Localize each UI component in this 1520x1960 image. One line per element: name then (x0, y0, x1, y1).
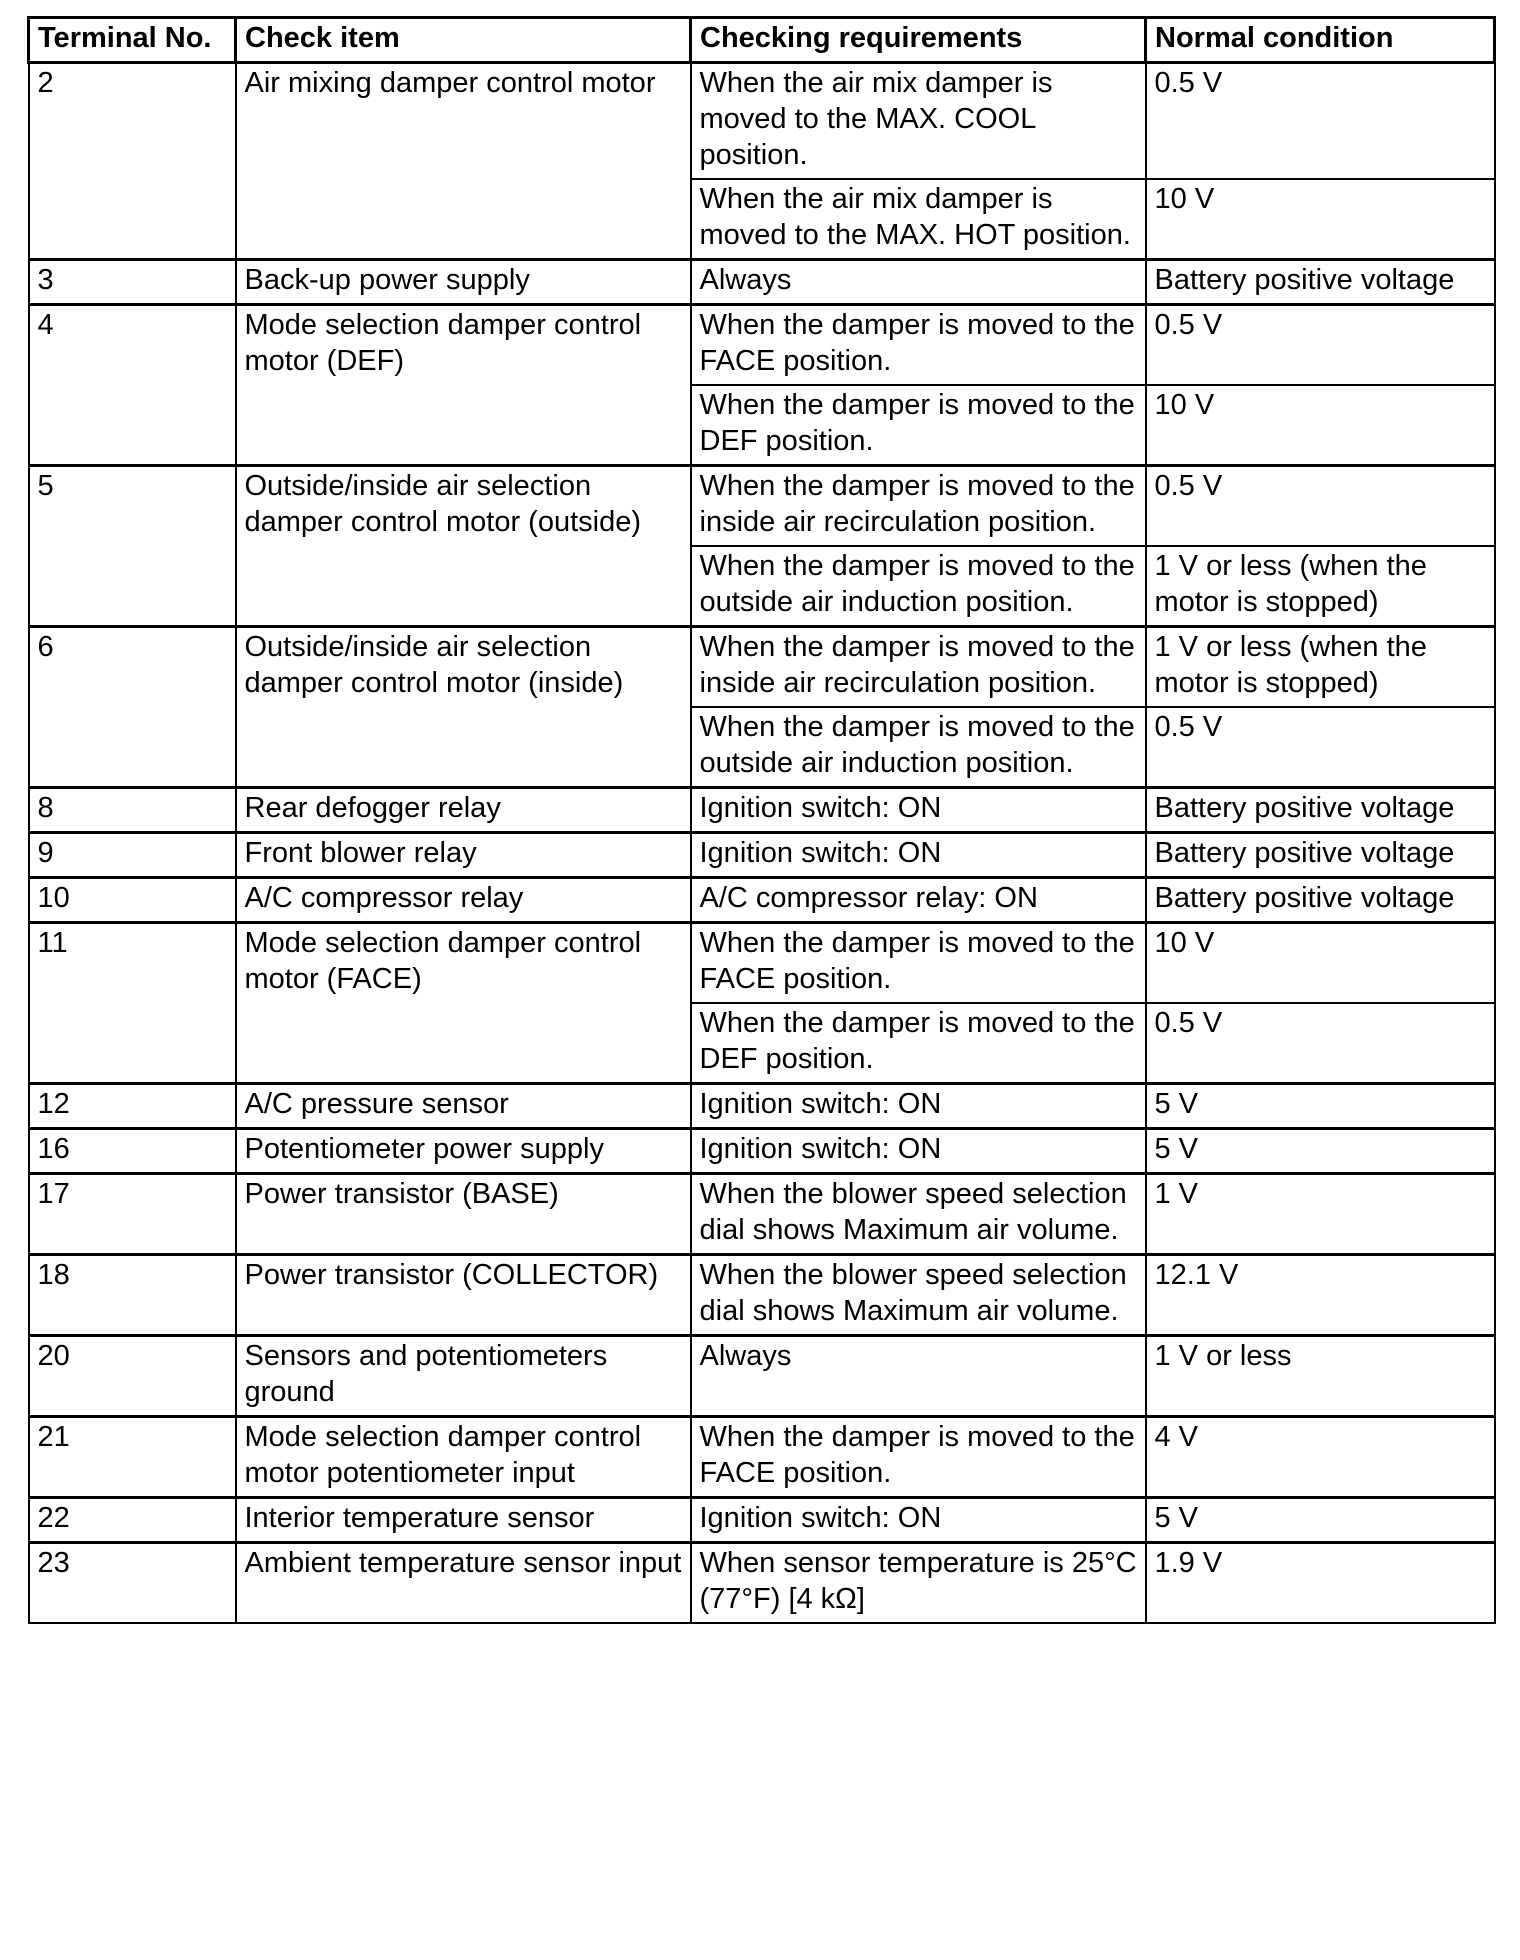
header-row (29, 18, 1495, 63)
header-terminal-no: Terminal No. (29, 18, 236, 63)
table-row (29, 1084, 1495, 1129)
table-row (29, 1543, 1495, 1624)
normal-condition-cell: 1 V or less (when the motor is stopped) (1146, 627, 1495, 708)
check-item-cell: Back-up power supply (236, 260, 691, 305)
terminal-number-cell: 23 (29, 1543, 236, 1624)
check-item-cell: Power transistor (COLLECTOR) (236, 1255, 691, 1336)
normal-condition-cell: 5 V (1146, 1129, 1495, 1174)
table-row (29, 923, 1495, 1004)
checking-requirement-cell: When sensor temperature is 25°C (77°F) [4 kΩ] (691, 1543, 1146, 1624)
checking-requirement-cell: When the damper is moved to the FACE position. (691, 1417, 1146, 1498)
table-row (29, 833, 1495, 878)
terminal-number-cell: 18 (29, 1255, 236, 1336)
check-item-cell: Rear defogger relay (236, 788, 691, 833)
checking-requirement-cell: When the damper is moved to the outside air induction position. (691, 707, 1146, 788)
terminal-number-cell: 6 (29, 627, 236, 788)
normal-condition-cell: 4 V (1146, 1417, 1495, 1498)
normal-condition-cell: 5 V (1146, 1084, 1495, 1129)
checking-requirement-cell: When the damper is moved to the inside air recirculation position. (691, 627, 1146, 708)
terminal-number-cell: 9 (29, 833, 236, 878)
table-row (29, 1174, 1495, 1255)
check-item-cell: Mode selection damper control motor (FACE) (236, 923, 691, 1084)
terminal-number-cell: 10 (29, 878, 236, 923)
checking-requirement-cell: When the air mix damper is moved to the MAX. HOT position. (691, 179, 1146, 260)
terminal-number-cell: 17 (29, 1174, 236, 1255)
normal-condition-cell: 10 V (1146, 179, 1495, 260)
table-row (29, 1336, 1495, 1417)
check-item-cell: Sensors and potentiometers ground (236, 1336, 691, 1417)
normal-condition-cell: Battery positive voltage (1146, 788, 1495, 833)
checking-requirement-cell: When the damper is moved to the FACE position. (691, 305, 1146, 386)
checking-requirement-cell: Always (691, 1336, 1146, 1417)
checking-requirement-cell: When the damper is moved to the outside air induction position. (691, 546, 1146, 627)
normal-condition-cell: 0.5 V (1146, 1003, 1495, 1084)
normal-condition-cell: 12.1 V (1146, 1255, 1495, 1336)
table-row (29, 260, 1495, 305)
normal-condition-cell: 1 V or less (1146, 1336, 1495, 1417)
checking-requirement-cell: When the air mix damper is moved to the MAX. COOL position. (691, 63, 1146, 180)
normal-condition-cell: 1.9 V (1146, 1543, 1495, 1624)
normal-condition-cell: Battery positive voltage (1146, 833, 1495, 878)
terminal-number-cell: 11 (29, 923, 236, 1084)
table-row (29, 1498, 1495, 1543)
check-item-cell: Potentiometer power supply (236, 1129, 691, 1174)
normal-condition-cell: 0.5 V (1146, 466, 1495, 547)
checking-requirement-cell: When the damper is moved to the DEF position. (691, 1003, 1146, 1084)
check-item-cell: Air mixing damper control motor (236, 63, 691, 260)
check-item-cell: A/C pressure sensor (236, 1084, 691, 1129)
checking-requirement-cell: When the blower speed selection dial shows Maximum air volume. (691, 1174, 1146, 1255)
check-item-cell: Power transistor (BASE) (236, 1174, 691, 1255)
table-row (29, 466, 1495, 547)
table-row (29, 1255, 1495, 1336)
checking-requirement-cell: Ignition switch: ON (691, 1084, 1146, 1129)
normal-condition-cell: 10 V (1146, 385, 1495, 466)
terminal-number-cell: 3 (29, 260, 236, 305)
table-row (29, 1417, 1495, 1498)
checking-requirement-cell: When the damper is moved to the FACE position. (691, 923, 1146, 1004)
normal-condition-cell: 10 V (1146, 923, 1495, 1004)
table-row (29, 878, 1495, 923)
checking-requirement-cell: Ignition switch: ON (691, 833, 1146, 878)
terminal-number-cell: 22 (29, 1498, 236, 1543)
normal-condition-cell: 5 V (1146, 1498, 1495, 1543)
terminal-number-cell: 8 (29, 788, 236, 833)
checking-requirement-cell: When the damper is moved to the DEF position. (691, 385, 1146, 466)
normal-condition-cell: Battery positive voltage (1146, 260, 1495, 305)
header-checking-requirements: Checking requirements (691, 18, 1146, 63)
check-item-cell: Mode selection damper control motor (DEF) (236, 305, 691, 466)
checking-requirement-cell: Ignition switch: ON (691, 1498, 1146, 1543)
check-item-cell: Outside/inside air selection damper control motor (inside) (236, 627, 691, 788)
checking-requirement-cell: When the damper is moved to the inside air recirculation position. (691, 466, 1146, 547)
check-item-cell: Outside/inside air selection damper control motor (outside) (236, 466, 691, 627)
terminal-number-cell: 5 (29, 466, 236, 627)
normal-condition-cell: 1 V (1146, 1174, 1495, 1255)
terminal-number-cell: 16 (29, 1129, 236, 1174)
header-normal-condition: Normal condition (1146, 18, 1495, 63)
table-row (29, 627, 1495, 708)
checking-requirement-cell: Ignition switch: ON (691, 1129, 1146, 1174)
check-item-cell: Mode selection damper control motor potentiometer input (236, 1417, 691, 1498)
checking-requirement-cell: Always (691, 260, 1146, 305)
normal-condition-cell: 0.5 V (1146, 63, 1495, 180)
check-item-cell: Front blower relay (236, 833, 691, 878)
terminal-number-cell: 4 (29, 305, 236, 466)
check-item-cell: Interior temperature sensor (236, 1498, 691, 1543)
checking-requirement-cell: Ignition switch: ON (691, 788, 1146, 833)
terminal-number-cell: 21 (29, 1417, 236, 1498)
normal-condition-cell: 1 V or less (when the motor is stopped) (1146, 546, 1495, 627)
table-body (29, 63, 1495, 1624)
table-row (29, 788, 1495, 833)
table-row (29, 63, 1495, 180)
normal-condition-cell: 0.5 V (1146, 707, 1495, 788)
normal-condition-cell: 0.5 V (1146, 305, 1495, 386)
terminal-number-cell: 20 (29, 1336, 236, 1417)
check-item-cell: Ambient temperature sensor input (236, 1543, 691, 1624)
checking-requirement-cell: When the blower speed selection dial shows Maximum air volume. (691, 1255, 1146, 1336)
check-item-cell: A/C compressor relay (236, 878, 691, 923)
normal-condition-cell: Battery positive voltage (1146, 878, 1495, 923)
terminal-number-cell: 2 (29, 63, 236, 260)
checking-requirement-cell: A/C compressor relay: ON (691, 878, 1146, 923)
table-row (29, 1129, 1495, 1174)
header-check-item: Check item (236, 18, 691, 63)
table-row (29, 305, 1495, 386)
terminal-check-table (27, 16, 1496, 1624)
terminal-number-cell: 12 (29, 1084, 236, 1129)
